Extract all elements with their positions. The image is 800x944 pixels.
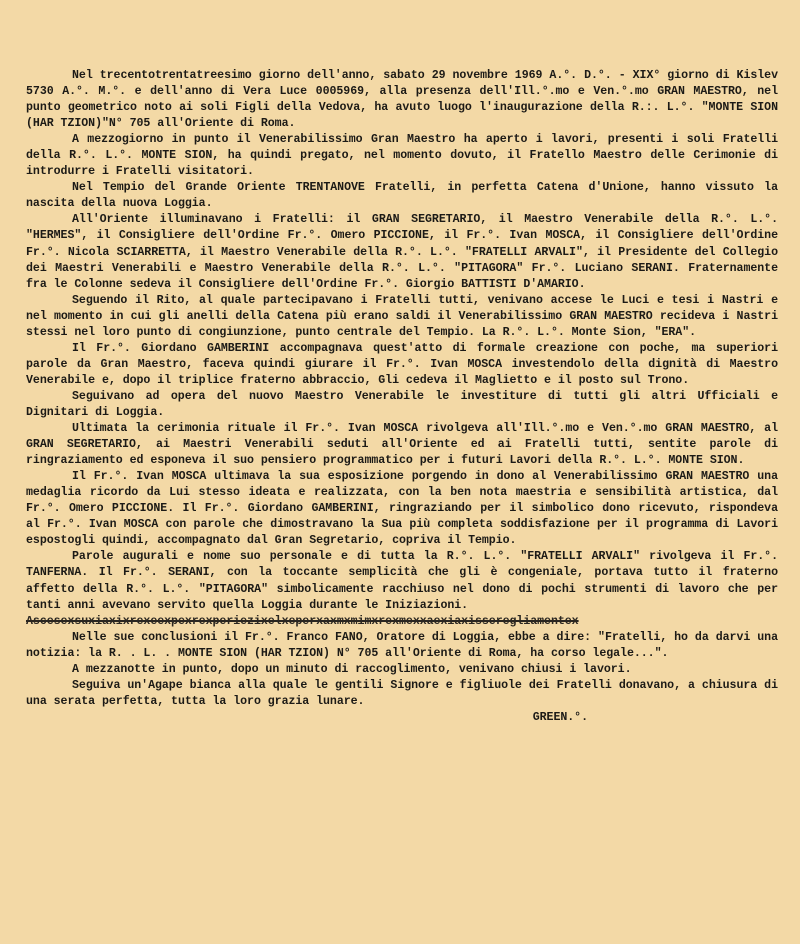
- paragraph-temple: Nel Tempio del Grande Oriente TRENTANOVE Fratelli, in perfetta Catena d'Unione, hanno vissuto la nascita della nuova Loggia.: [26, 181, 778, 211]
- typewritten-text: [26, 68, 778, 726]
- paragraph-ceremony: Ultimata la cerimonia rituale il Fr.°. Ivan MOSCA rivolgeva all'Ill.°.mo e Ven.°.mo GRAN MAESTRO, al GRAN SEGRETARIO, ai Maestri Venerabili seduti all'Oriente ed ai Fratelli tutti, sentite parole di ringraziamento ed esponeva il suo pensiero programmatico per i futuri Lavori della R.°. L.°. MONTE SION.: [26, 422, 778, 468]
- paragraph-midnight: A mezzanotte in punto, dopo un minuto di raccoglimento, venivano chiusi i lavori.: [72, 662, 632, 676]
- signature: GREEN.°.: [532, 710, 588, 724]
- paragraph-investitures: Seguivano ad opera del nuovo Maestro Venerabile le investiture di tutti gli altri Ufficiali e Dignitari di Loggia.: [26, 389, 778, 419]
- paragraph-opening: Nel trecentotrentatreesimo giorno dell'anno, sabato 29 novembre 1969 A.°. D.°. - XIX° giorno di Kislev 5730 A.°. M.°. e dell'anno di Vera Luce 0005969, alla presenza dell'Ill.°.mo e Ven.°.mo GRAN MAESTRO, nel punto geometrico noto ai soli Figli della Vedova, ha avuto luogo l'inaugurazione della R.:. L.°. "MONTE SION (HAR TZION)"N° 705 all'Oriente di Roma.: [26, 69, 778, 131]
- paragraph-agape: Seguiva un'Agape bianca alla quale le gentili Signore e figliuole dei Fratelli donavano, a chiusura di una serata perfetta, tutta la loro grazia lunare.: [26, 678, 778, 708]
- paragraph-orient: All'Oriente illuminavano i Fratelli: il GRAN SEGRETARIO, il Maestro Venerabile della R.°. L.°. "HERMES", il Consigliere dell'Ordine Fr.°. Omero PICCIONE, il Fr.°. Ivan MOSCA, il Consigliere dell'Ordine Fr.°. Nicola SCIARRETTA, il Maestro Venerabile della R.°. L.°. "FRATELLI ARVALI", il Presidente del Collegio dei Maestri Venerabili e Maestro Venerabile della R.°. L.°. "PITAGORA" Fr.°. Luciano SERANI. Fraternamente fra le Colonne sedeva il Consigliere dell'Ordine Fr.°. Giorgio BATTISTI D'AMARIO.: [26, 213, 778, 291]
- paragraph-rite: Seguendo il Rito, al quale partecipavano i Fratelli tutti, venivano accese le Luci e tesi i Nastri e nel momento in cui gli anelli della Catena più erano saldi il Venerabilissimo GRAN MAESTRO recideva i Nastri stessi nel loro punto di congiunzione, punto centrale del Tempio. La R.°. L.°. Monte Sion, "ERA".: [26, 293, 778, 339]
- paragraph-gamberini: Il Fr.°. Giordano GAMBERINI accompagnava quest'atto di formale creazione con poche, ma superiori parole da Gran Maestro, faceva quindi giurare il Fr.°. Ivan MOSCA investendolo della dignità di Maestro Venerabile e, dopo il triplice fraterno abbraccio, Gli cedeva il Maglietto e il posto sul Trono.: [26, 341, 778, 387]
- paragraph-medal: Il Fr.°. Ivan MOSCA ultimava la sua esposizione porgendo in dono al Venerabilissimo GRAN MAESTRO una medaglia ricordo da Lui stesso ideata e realizzata, con la ben nota maestria e sensibilità artistica, dal Fr.°. Omero PICCIONE. Il Fr.°. Giordano GAMBERINI, ringraziando per il simbolico dono ricevuto, rispondeva al Fr.°. Ivan MOSCA con parole che dimostravano la Sua più completa soddisfazione per il programma di Lavori espostogli quindi, accompagnato dal Gran Segretario, copriva il Tempio.: [26, 470, 778, 548]
- struck-out-line: [26, 614, 778, 630]
- struck-text: Ascesexsuxiaxixrexeexpexrexperiezixelxeperxaxmxmimxrexmexxaexiaxisseregliamentex: [26, 614, 579, 628]
- paragraph-work-opening: A mezzogiorno in punto il Venerabilissimo Gran Maestro ha aperto i lavori, presenti i soli Fratelli della R.°. L.°. MONTE SION, ha quindi pregato, nel momento dovuto, il Fratello Maestro delle Cerimonie di introdurre i Fratelli visitatori.: [26, 133, 778, 179]
- paragraph-conclusions: Nelle sue conclusioni il Fr.°. Franco FANO, Oratore di Loggia, ebbe a dire: "Fratelli, ho da darvi una notizia: la R. . L. . MONTE SION (HAR TZION) N° 705 all'Oriente di Roma, ha corso legale...".: [26, 630, 778, 660]
- paragraph-greetings: Parole augurali e nome suo personale e di tutta la R.°. L.°. "FRATELLI ARVALI" rivolgeva il Fr.°. TANFERNA. Il Fr.°. SERANI, con la toccante semplicità che gli è congeniale, portava tutto il fraterno affetto della R.°. L.°. "PITAGORA" simbolicamente racchiuso nel dono di pochi strumenti di lavoro che per tanti anni avevano servito quella Loggia durante le Iniziazioni.: [26, 550, 778, 612]
